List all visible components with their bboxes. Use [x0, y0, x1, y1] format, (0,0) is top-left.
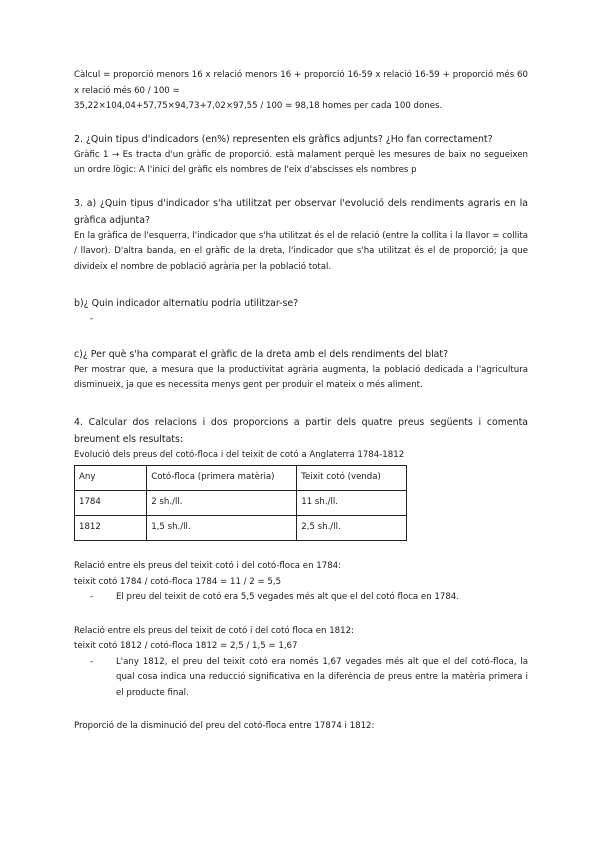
table-cell: 11 sh./ll. [297, 491, 407, 516]
table-header-cell: Any [75, 466, 147, 491]
calculation-formula: Càlcul = proporció menors 16 x relació menors 16 + proporció 16-59 x relació 16-59 + proporció més 60 x relació més 60 / 100 = [74, 70, 528, 96]
table-cell: 1784 [75, 491, 147, 516]
relation-1784-title: Relació entre els preus del teixit cotó i del cotó-floca en 1784: [74, 561, 342, 571]
proportion-section [74, 719, 528, 735]
relation-1812-formula: teixit cotó 1812 / cotó-floca 1812 = 2,5 / 1,5 = 1,67 [74, 641, 298, 651]
table-cell: 1,5 sh./ll. [147, 516, 297, 541]
relation-1812-bullet [90, 655, 528, 702]
price-table [74, 465, 407, 541]
relation-1812-comment: L'any 1812, el preu del teixit cotó era només 1,67 vegades més alt que el del cotó-floca, la qual cosa indica una reducció significativa en la diferència de preus entre la matèria primera i el producte final. [116, 656, 528, 698]
calculation-block [74, 68, 528, 115]
question-3a-text: 3. a) ¿Quin tipus d'indicador s'ha utilitzat per observar l'evolució dels rendiments agraris en la gràfica adjunta? [74, 197, 528, 226]
question-3b-text: b)¿ Quin indicador alternatiu podria utilitzar-se? [74, 298, 299, 309]
question-2-text: 2. ¿Quin tipus d'indicadors (en%) representen els gràfics adjunts? ¿Ho fan correctament? [74, 133, 493, 145]
question-3b [74, 295, 528, 328]
question-3c-answer: Per mostrar que, a mesura que la productivitat agrària augmenta, la població dedicada a l'agricultura disminueix, ja que es necessita menys gent per produir el mateix o més aliment. [74, 364, 528, 390]
table-header-cell: Cotó-floca (primera matèria) [147, 466, 297, 491]
calculation-result: 35,22×104,04+57,75×94,73+7,02×97,55 / 100 = 98,18 homes per cada 100 dones. [74, 101, 443, 111]
table-cell: 2 sh./ll. [147, 491, 297, 516]
question-2-answer: Gràfic 1 → Es tracta d'un gràfic de proporció. està malament perquè les mesures de baix no segueixen un ordre lògic: A l'inici del gràfic els nombres de l'eix d'abscisses els nombres p [74, 149, 528, 175]
table-cell: 2,5 sh./ll. [297, 516, 407, 541]
table-header-row [75, 466, 407, 491]
bullet-dash: - [90, 592, 94, 602]
relation-1784-formula: teixit cotó 1784 / cotó-floca 1784 = 11 / 2 = 5,5 [74, 576, 282, 587]
question-3a [74, 195, 528, 276]
document-page [74, 68, 528, 735]
table-row [75, 516, 407, 541]
relation-1784-comment: El preu del teixit de cotó era 5,5 vegades més alt que el del cotó floca en 1784. [116, 592, 459, 602]
question-4-text: 4. Calcular dos relacions i dos proporcions a partir dels quatre preus següents i comenta breument els resultats: [74, 416, 528, 445]
question-3c [74, 346, 528, 394]
table-row [75, 491, 407, 516]
table-title: Evolució dels preus del cotó-floca i del teixit de cotó a Anglaterra 1784-1812 [74, 449, 405, 460]
proportion-title: Proporció de la disminució del preu del cotó-floca entre 17874 i 1812: [74, 721, 375, 731]
relation-1784 [74, 559, 528, 606]
question-2 [74, 131, 528, 179]
question-3b-dash: - [90, 314, 94, 324]
table-cell: 1812 [75, 516, 147, 541]
bullet-dash: - [90, 656, 94, 667]
table-header-cell: Teixit cotó (venda) [297, 466, 407, 491]
question-3a-answer: En la gràfica de l'esquerra, l'indicador que s'ha utilitzat és el de relació (entre la collita i la llavor = collita / llavor). D'altra banda, en el gràfic de la dreta, l'indicador que s'ha utilitzat és el de proporció; ja que divideix el nombre de població agrària per la població total. [74, 230, 528, 272]
question-4 [74, 414, 528, 542]
relation-1812-title: Relació entre els preus del teixit de cotó i del cotó floca en 1812: [74, 625, 354, 636]
question-3c-text: c)¿ Per què s'ha comparat el gràfic de la dreta amb el dels rendiments del blat? [74, 348, 449, 360]
relation-1812 [74, 624, 528, 702]
relation-1784-bullet [90, 590, 528, 606]
